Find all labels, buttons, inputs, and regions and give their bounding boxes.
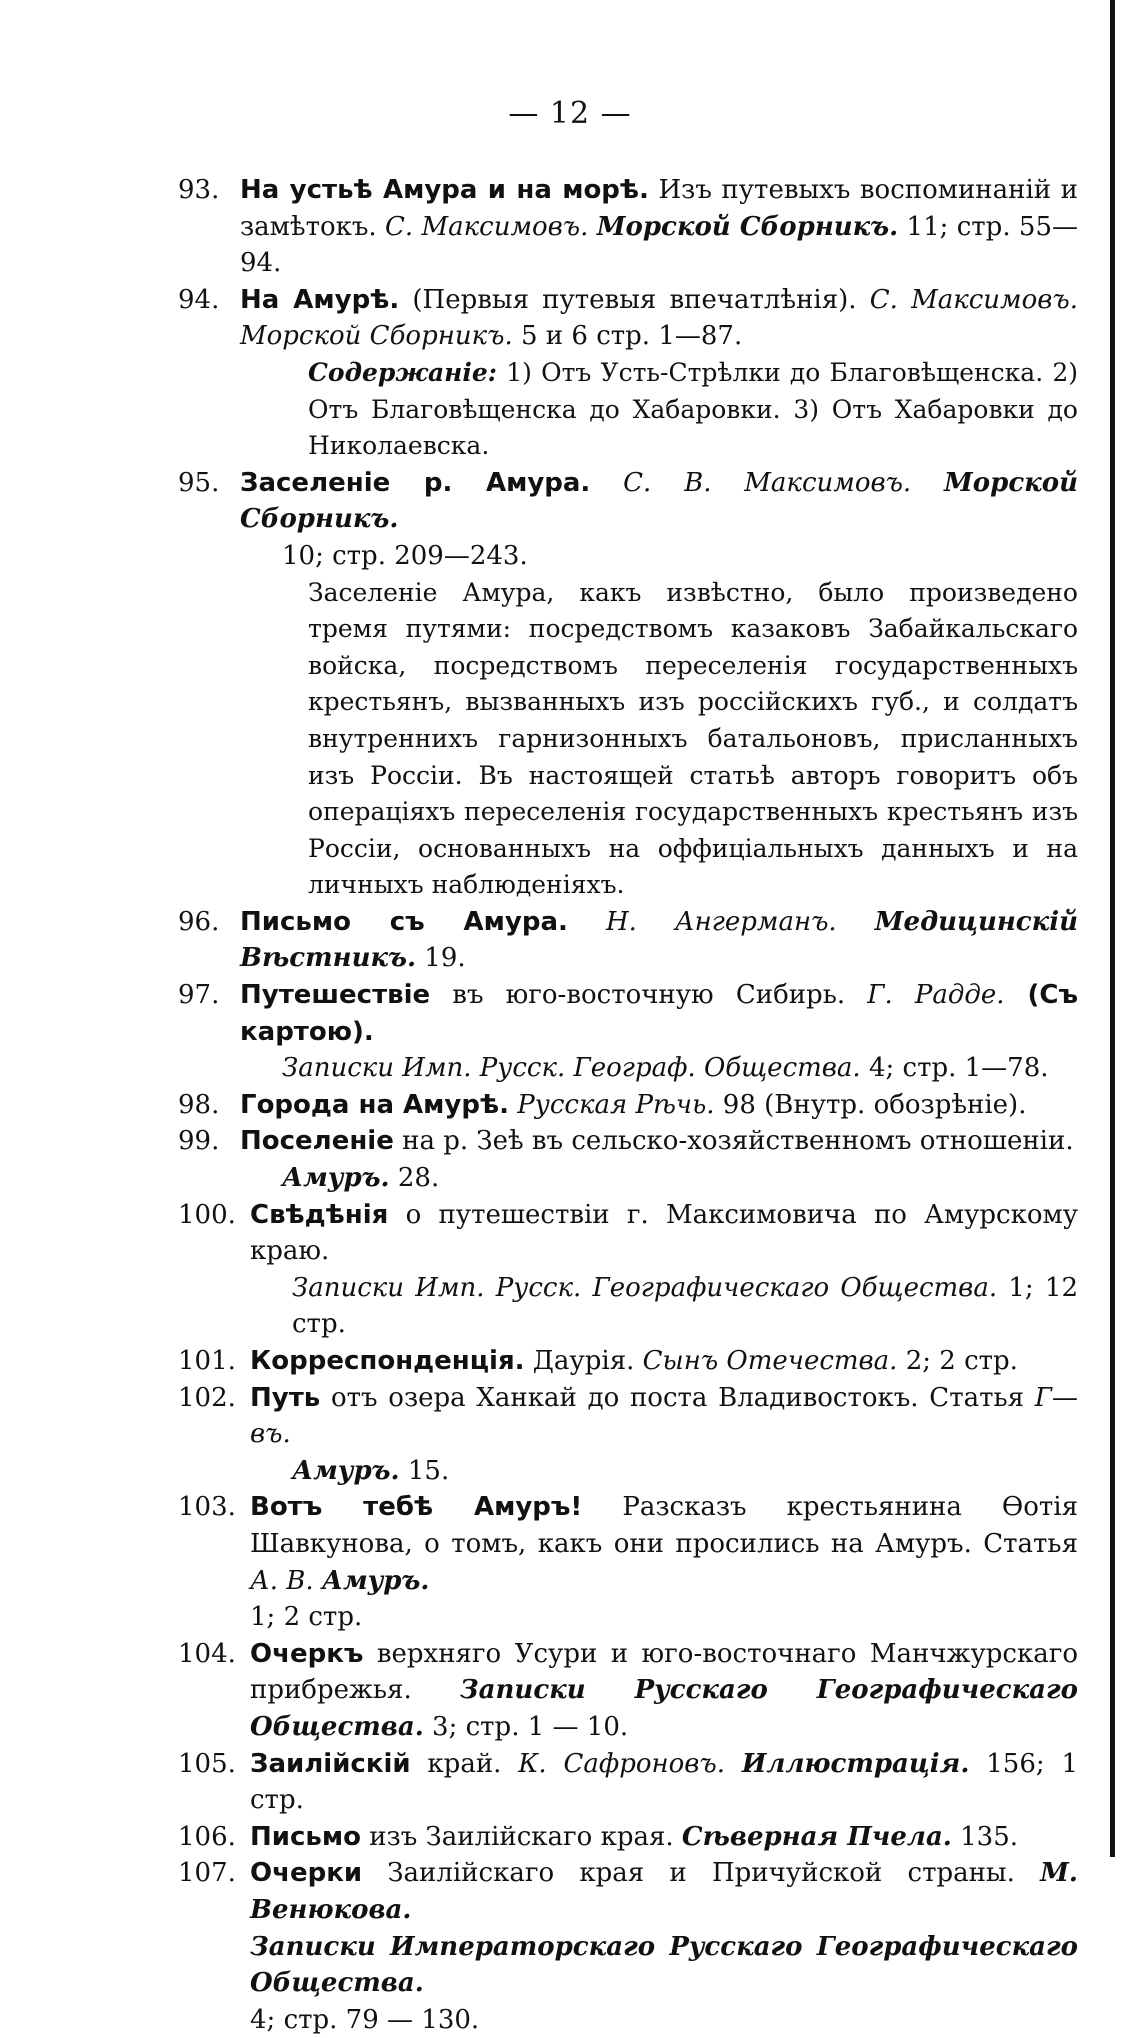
entry-source: Медицинскій Вѣстникъ.: [240, 906, 1079, 974]
entry-citation: [240, 1160, 1078, 1197]
entry-citation: [250, 1453, 1078, 1490]
entry-author: Г. Радде.: [867, 980, 1005, 1011]
entry-number: 97.: [178, 980, 220, 1011]
entry-body: [240, 1087, 1078, 1124]
bibliography-entry-100: [178, 1197, 1078, 1343]
entry-issue: 1; 2 стр.: [250, 1602, 363, 1633]
entry-heading: Очеркъ: [250, 1638, 364, 1669]
entry-heading: Путешествіе: [240, 980, 431, 1011]
entry-text: Заилійскаго края и Причуйской страны.: [362, 1858, 1041, 1889]
bibliography-entry-99: [178, 1123, 1078, 1196]
entry-body: [250, 1819, 1078, 1856]
bibliography-entry-102: [178, 1380, 1078, 1490]
entry-source: Сынъ Отечества.: [642, 1346, 898, 1376]
entry-source: Амуръ.: [321, 1565, 430, 1596]
entry-citation: [240, 1050, 1078, 1087]
entry-number: 102.: [178, 1382, 236, 1413]
entry-heading: Поселеніе: [240, 1126, 394, 1157]
entry-text: Разсказъ крестьянина Ѳотія Шавкунова, о томъ, какъ они просились на Амуръ. Статья: [250, 1492, 1078, 1559]
entry-body: [250, 1380, 1078, 1490]
entry-heading: Заилійскій: [250, 1748, 411, 1779]
entry-text: край.: [410, 1748, 519, 1779]
entry-number: 98.: [178, 1089, 220, 1120]
entry-issue: 1; 12 стр.: [292, 1272, 1078, 1340]
entry-body: [250, 1746, 1078, 1819]
entry-source: Морской Сборникъ.: [596, 211, 899, 242]
page-number: — 12 —: [508, 96, 632, 131]
entry-author: К. Сафроновъ.: [518, 1748, 726, 1779]
entry-heading: Города на Амурѣ.: [240, 1089, 510, 1120]
bibliography-entry-107: [178, 1855, 1078, 2038]
entry-heading: Заселеніе р. Амура.: [240, 467, 591, 498]
entry-heading: Путь: [250, 1382, 321, 1413]
entry-number: 99.: [178, 1126, 220, 1157]
entry-citation: [250, 1270, 1078, 1343]
entry-issue: 5 и 6 стр. 1—87.: [512, 321, 743, 352]
entry-text: Изъ путевыхъ воспоминаній и замѣтокъ.: [240, 175, 1078, 242]
entry-text: верхняго Усури и юго-восточнаго Манчжурскаго прибрежья.: [250, 1638, 1078, 1706]
entry-text: о путешествіи г. Максимовича по Амурскому краю.: [250, 1199, 1078, 1267]
entry-body: [250, 1343, 1078, 1380]
bibliography-entry-105: [178, 1746, 1078, 1819]
entry-issue: 19.: [416, 943, 466, 974]
entry-body: [250, 1855, 1078, 2038]
entry-source: Амуръ.: [282, 1163, 390, 1194]
entry-heading: На устьѣ Амура и на морѣ.: [240, 175, 649, 205]
entry-contents-note: [308, 355, 1078, 465]
bibliography-entry-95: [178, 465, 1078, 904]
bibliography-entry-103: [178, 1489, 1078, 1635]
entry-issue: 98 (Внутр. обозрѣніе).: [714, 1089, 1027, 1120]
entry-map-note: (Съ картою).: [240, 980, 1078, 1047]
entry-issue: 15.: [399, 1455, 450, 1486]
entry-source: Записки Императорскаго Русскаго Географическаго Общества.: [250, 1931, 1078, 1999]
entry-author: С. Максимовъ.: [385, 211, 589, 242]
entry-text: (Первыя путевыя впечатлѣнія).: [399, 284, 870, 315]
entry-body: [250, 1197, 1078, 1343]
entry-author: Н. Ангерманъ.: [605, 906, 837, 937]
entry-body: [250, 1489, 1078, 1635]
entry-source: Записки Имп. Русск. Географ. Общества.: [282, 1053, 861, 1084]
entry-number: 103.: [178, 1492, 236, 1523]
bibliography-entry-106: [178, 1819, 1078, 1856]
entry-body: [240, 172, 1078, 282]
entry-heading: Вотъ тебѣ Амуръ!: [250, 1492, 583, 1523]
entry-number: 93.: [178, 175, 220, 205]
entry-heading: Письмо: [250, 1821, 361, 1852]
entry-body: [240, 977, 1078, 1087]
entry-body: [240, 904, 1078, 977]
entry-source: Записки Имп. Русск. Географическаго Общества.: [292, 1272, 998, 1303]
entry-number: 104.: [178, 1638, 236, 1669]
entry-number: 101.: [178, 1346, 236, 1376]
entry-issue: 3; стр. 1 — 10.: [423, 1711, 629, 1742]
bibliography-entry-93: [178, 172, 1078, 282]
entry-number: 106.: [178, 1821, 236, 1852]
contents-label: Содержаніе:: [308, 357, 498, 387]
entry-source: Иллюстрація.: [741, 1748, 970, 1779]
entry-source: Сѣверная Пчела.: [681, 1821, 952, 1852]
bibliography-list: [178, 172, 1078, 2038]
entry-number: 95.: [178, 467, 220, 498]
entry-heading: Корреспонденція.: [250, 1346, 525, 1376]
entry-number: 100.: [178, 1199, 236, 1230]
page-edge-rule: [1110, 0, 1115, 1857]
entry-body: [250, 1636, 1078, 1746]
entry-issue: 156; 1 стр.: [250, 1748, 1078, 1816]
entry-issue: 28.: [389, 1163, 440, 1194]
entry-text: отъ озера Ханкай до поста Владивостокъ. Статья: [320, 1382, 1035, 1413]
entry-issue: 135.: [951, 1821, 1019, 1852]
entry-body: [240, 282, 1078, 355]
entry-text: на р. Зеѣ въ сельско-хозяйственномъ отношеніи.: [393, 1126, 1074, 1157]
entry-text: изъ Заилійскаго края.: [360, 1821, 682, 1852]
entry-issue: 4; стр. 79 — 130.: [250, 2004, 480, 2035]
entry-body: [240, 1123, 1078, 1196]
entry-number: 96.: [178, 906, 220, 937]
entry-author: Г—въ.: [250, 1382, 1078, 1450]
bibliography-entry-101: [178, 1343, 1078, 1380]
entry-heading: На Амурѣ.: [240, 284, 400, 315]
contents-text: 1) Отъ Усть-Стрѣлки до Благовѣщенска. 2) Отъ Благовѣщенска до Хабаровки. 3) Отъ Хабаровки до Николаевска.: [308, 357, 1078, 461]
entry-issue: 2; 2 стр.: [897, 1346, 1018, 1376]
bibliography-entry-94: [178, 282, 1078, 465]
entry-source: Записки Русскаго Географическаго Общества.: [250, 1675, 1078, 1742]
entry-number: 107.: [178, 1858, 236, 1889]
entry-source: Амуръ.: [292, 1455, 400, 1486]
entry-author: С. В. Максимовъ.: [623, 467, 912, 498]
bibliography-entry-98: [178, 1087, 1078, 1124]
entry-text: Даурія.: [524, 1346, 643, 1376]
entry-author: А. В.: [250, 1565, 314, 1596]
entry-issue: 11; стр. 55—94.: [240, 211, 1078, 279]
entry-issue: 10; стр. 209—243.: [282, 540, 528, 571]
entry-source: Морской Сборникъ.: [240, 321, 513, 352]
entry-annotation: Заселеніе Амура, какъ извѣстно, было произведено тремя путями: посредствомъ казаковъ Забайкальскаго войска, посредствомъ переселенія государственныхъ крестьянъ, вызванныхъ изъ россійскихъ губ., и солдатъ внутреннихъ гарнизонныхъ батальоновъ, присланныхъ изъ Россіи. Въ настоящей статьѣ авторъ говоритъ объ операціяхъ переселенія государственныхъ крестьянъ изъ Россіи, основанныхъ на оффиціальныхъ данныхъ и на личныхъ наблюденіяхъ.: [308, 577, 1078, 900]
entry-issue: 4; стр. 1—78.: [860, 1053, 1049, 1084]
entry-author: С. Максимовъ.: [869, 284, 1078, 315]
entry-source: Русская Рѣчь.: [517, 1089, 715, 1120]
entry-text: въ юго-восточную Сибирь.: [430, 980, 868, 1011]
entry-body: [240, 465, 1078, 575]
bibliography-entry-97: [178, 977, 1078, 1087]
entry-heading: Письмо съ Амура.: [240, 906, 568, 937]
entry-author: М. Венюкова.: [250, 1858, 1078, 1925]
bibliography-entry-104: [178, 1636, 1078, 1746]
entry-number: 105.: [178, 1748, 236, 1779]
entry-number: 94.: [178, 284, 220, 315]
bibliography-entry-96: [178, 904, 1078, 977]
entry-source: Морской Сборникъ.: [240, 467, 1079, 535]
entry-heading: Очерки: [250, 1858, 363, 1889]
entry-heading: Свѣдѣнія: [250, 1199, 389, 1230]
